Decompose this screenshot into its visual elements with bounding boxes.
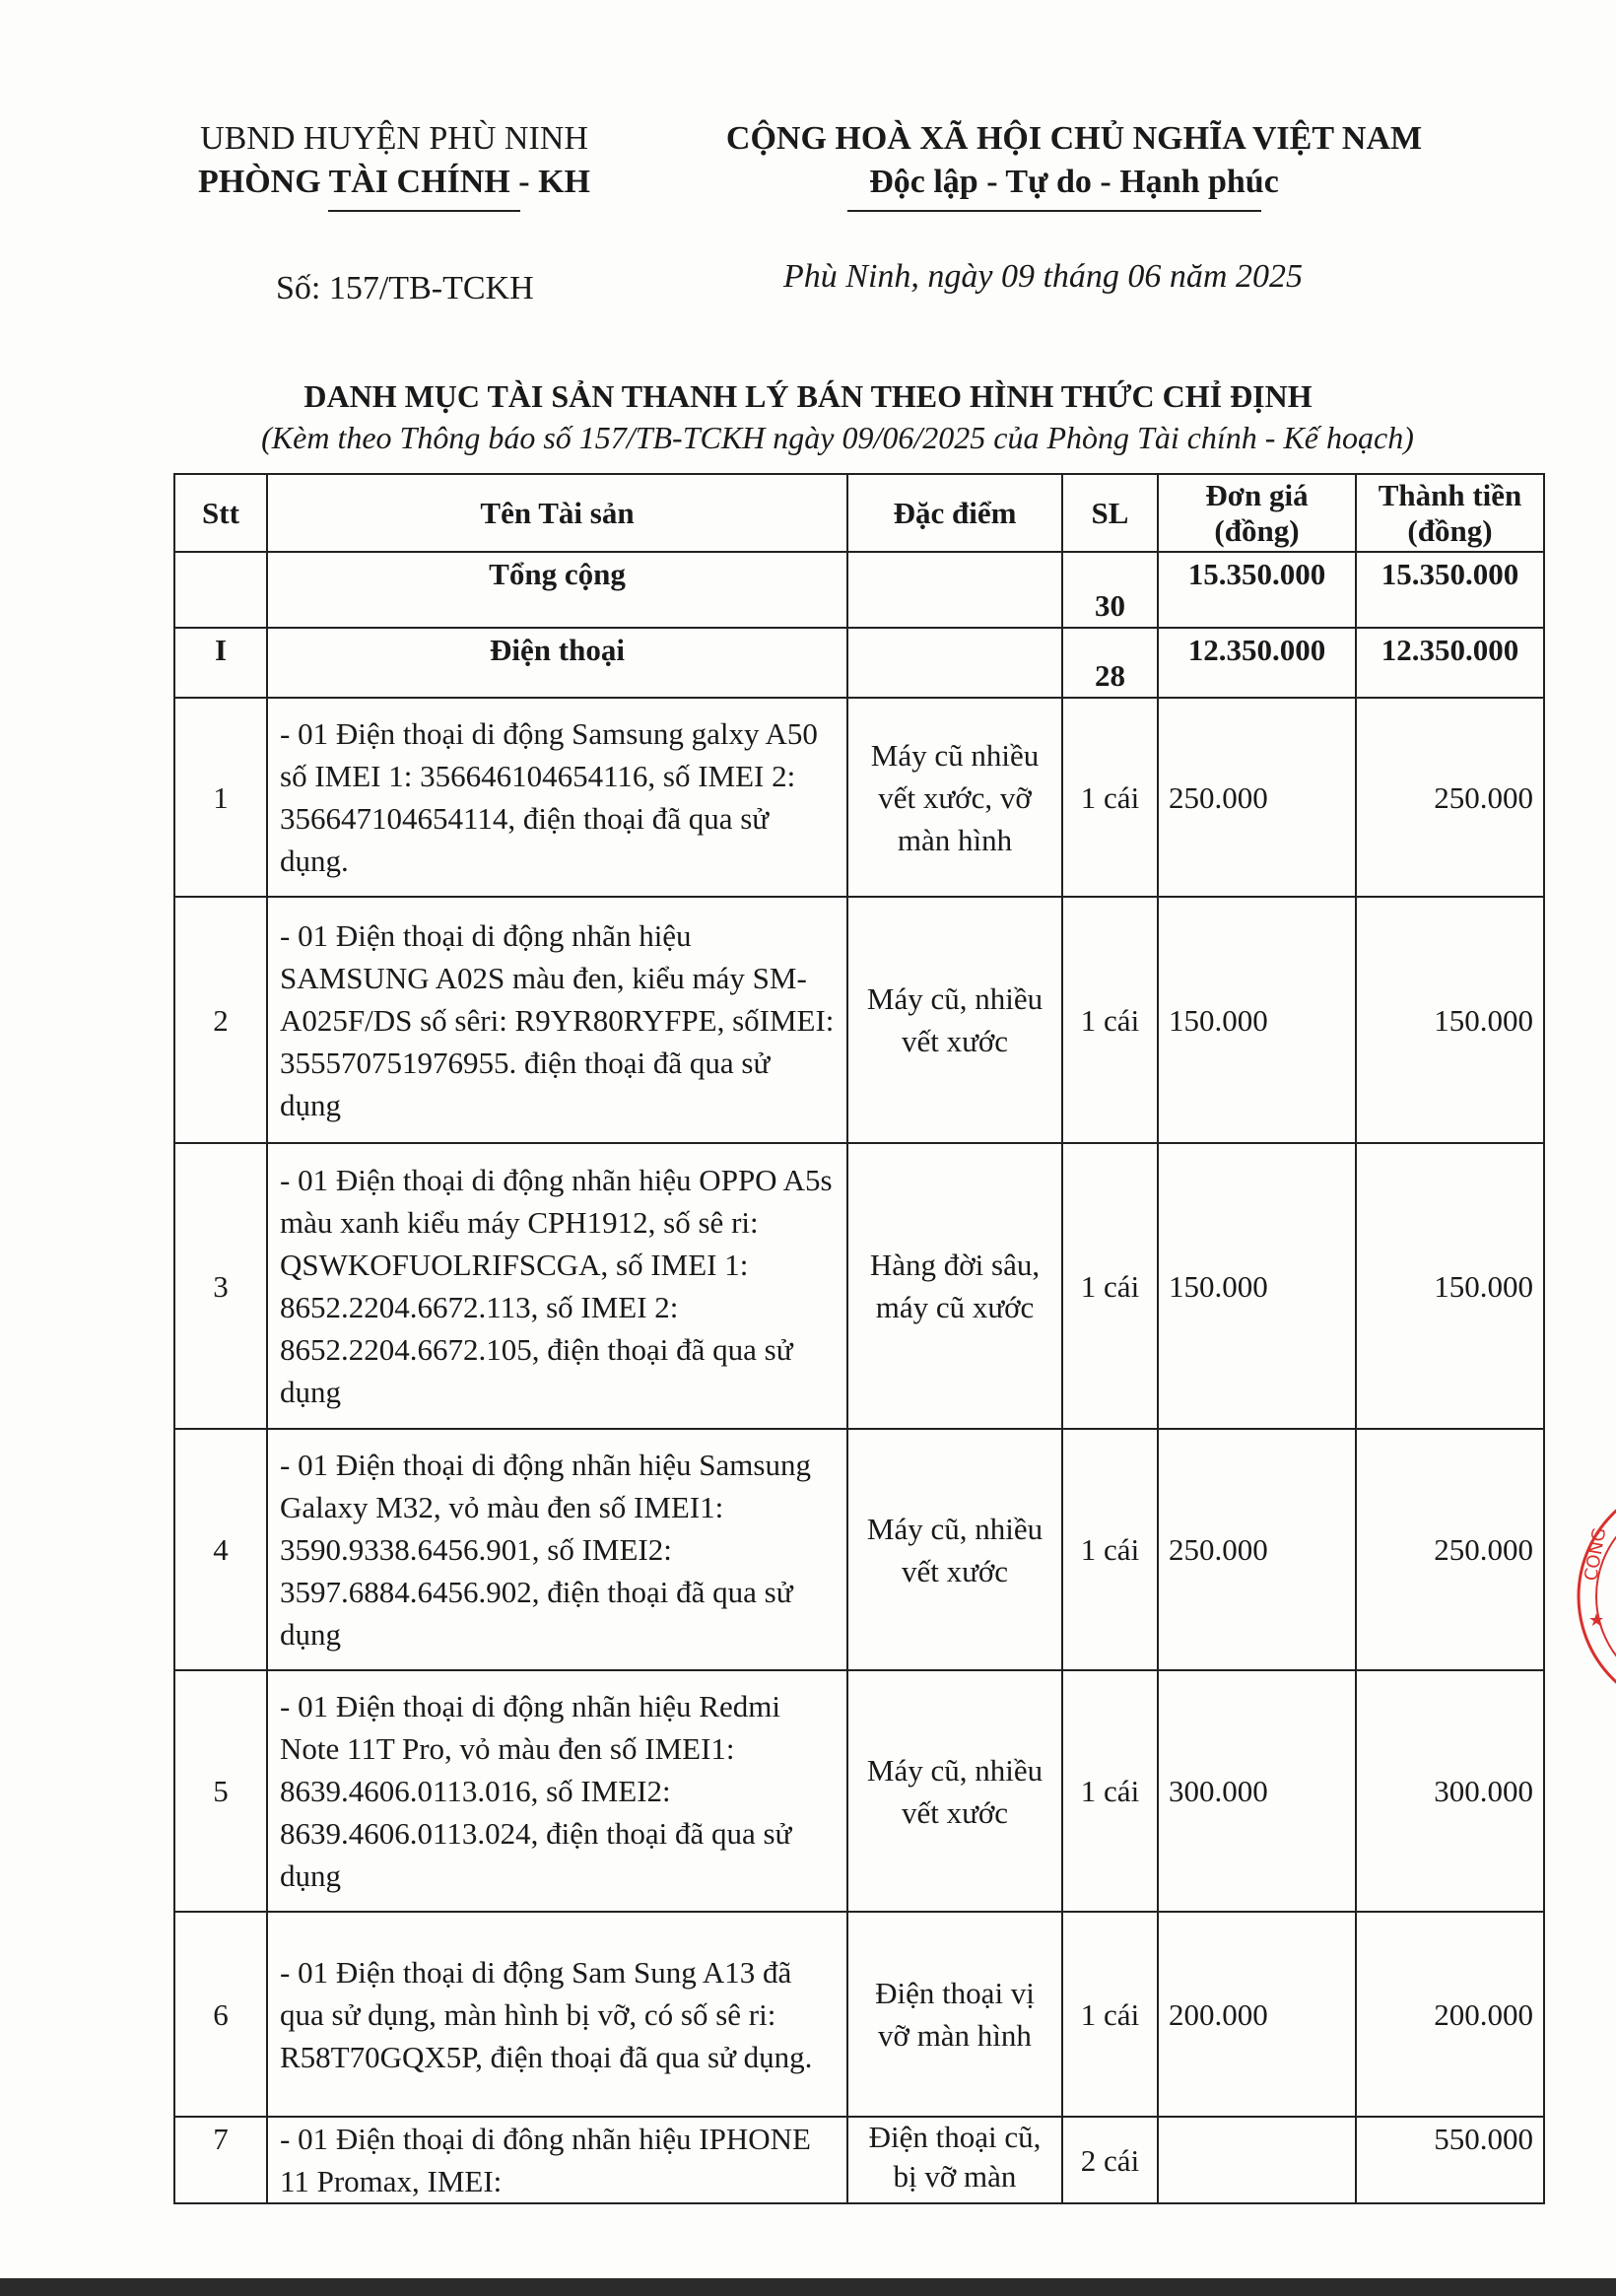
group-label: Điện thoại — [267, 628, 847, 698]
table-header-row — [174, 474, 1544, 552]
document-subtitle: (Kèm theo Thông báo số 157/TB-TCKH ngày 09/06/2025 của Phòng Tài chính - Kế hoạch) — [261, 420, 1414, 455]
row-qty: 2 cái — [1062, 2117, 1158, 2203]
svg-text:CÔNG: CÔNG — [1581, 1525, 1611, 1583]
row-amount: 550.000 — [1356, 2117, 1544, 2203]
department-name: PHÒNG TÀI CHÍNH - KH — [198, 164, 590, 200]
row-amount: 150.000 — [1356, 1143, 1544, 1429]
total-amount: 15.350.000 — [1356, 552, 1544, 628]
group-row — [174, 628, 1544, 698]
row-unit-price: 150.000 — [1158, 897, 1356, 1143]
table-row — [174, 2117, 1544, 2203]
header-name: Tên Tài sản — [267, 474, 847, 552]
row-stt: 6 — [174, 1912, 267, 2117]
row-amount: 300.000 — [1356, 1670, 1544, 1912]
svg-text:★: ★ — [1588, 1610, 1605, 1631]
total-row — [174, 552, 1544, 628]
row-amount: 200.000 — [1356, 1912, 1544, 2117]
total-label: Tổng cộng — [267, 552, 847, 628]
table-row — [174, 1143, 1544, 1429]
row-qty: 1 cái — [1062, 1143, 1158, 1429]
row-feature: Điện thoại cũ, bị vỡ màn — [847, 2117, 1062, 2203]
row-name: - 01 Điện thoại di động nhãn hiệu Redmi Note 11T Pro, vỏ màu đen số IMEI1: 8639.4606.0113.016, số IMEI2: 8639.4606.0113.024, điện thoại đã qua sử dụng — [267, 1670, 847, 1912]
row-unit-price — [1158, 2117, 1356, 2203]
row-unit-price: 250.000 — [1158, 1429, 1356, 1670]
row-stt: 2 — [174, 897, 267, 1143]
row-feature: Máy cũ, nhiều vết xước — [847, 1670, 1062, 1912]
table-row — [174, 1429, 1544, 1670]
row-name: - 01 Điện thoại di động Samsung galxy A50 số IMEI 1: 356646104654116, số IMEI 2: 356647104654114, điện thoại đã qua sử dụng. — [267, 698, 847, 897]
row-qty: 1 cái — [1062, 1912, 1158, 2117]
header-unit-price: Đơn giá (đồng) — [1158, 474, 1356, 552]
row-stt: 4 — [174, 1429, 267, 1670]
row-name: - 01 Điện thoại di đông nhãn hiệu IPHONE 11 Promax, IMEI: — [267, 2117, 847, 2203]
row-stt: 5 — [174, 1670, 267, 1912]
row-name: - 01 Điện thoại di động nhãn hiệu OPPO A5s màu xanh kiểu máy CPH1912, số sê ri: QSWKOFUOLRIFSCGA, số IMEI 1: 8652.2204.6672.113, số IMEI 2: 8652.2204.6672.105, điện thoại đã qua sử dụng — [267, 1143, 847, 1429]
row-name: - 01 Điện thoại di động nhãn hiệu SAMSUNG A02S màu đen, kiểu máy SM-A025F/DS số sêri: R9YR80RYFPE, sốIMEI: 355570751976955. điện thoại đã qua sử dụng — [267, 897, 847, 1143]
agency-name: UBND HUYỆN PHÙ NINH — [200, 120, 588, 157]
group-stt: I — [174, 628, 267, 698]
row-feature: Máy cũ nhiều vết xước, vỡ màn hình — [847, 698, 1062, 897]
row-feature: Hàng đời sâu, máy cũ xước — [847, 1143, 1062, 1429]
header-feature: Đặc điểm — [847, 474, 1062, 552]
row-amount: 250.000 — [1356, 1429, 1544, 1670]
row-amount: 150.000 — [1356, 897, 1544, 1143]
asset-table — [173, 473, 1545, 2204]
row-amount: 250.000 — [1356, 698, 1544, 897]
row-stt: 1 — [174, 698, 267, 897]
table-row — [174, 1912, 1544, 2117]
row-name: - 01 Điện thoại di động nhãn hiệu Samsung Galaxy M32, vỏ màu đen số IMEI1: 3590.9338.6456.901, số IMEI2: 3597.6884.6456.902, điện thoại đã qua sử dụng — [267, 1429, 847, 1670]
group-unit-price: 12.350.000 — [1158, 628, 1356, 698]
row-stt: 3 — [174, 1143, 267, 1429]
row-feature: Máy cũ, nhiều vết xước — [847, 897, 1062, 1143]
motto-underline — [847, 210, 1261, 212]
row-name: - 01 Điện thoại di động Sam Sung A13 đã qua sử dụng, màn hình bị vỡ, có số sê ri: R58T70GQX5P, điện thoại đã qua sử dụng. — [267, 1912, 847, 2117]
group-qty: 28 — [1062, 628, 1158, 698]
row-feature: Điện thoại vị vỡ màn hình — [847, 1912, 1062, 2117]
department-underline — [328, 210, 520, 212]
document-title: DANH MỤC TÀI SẢN THANH LÝ BÁN THEO HÌNH THỨC CHỈ ĐỊNH — [303, 378, 1313, 414]
scan-edge — [0, 2278, 1616, 2296]
header-amount: Thành tiền (đồng) — [1356, 474, 1544, 552]
country-name: CỘNG HOÀ XÃ HỘI CHỦ NGHĨA VIỆT NAM — [725, 120, 1423, 157]
row-qty: 1 cái — [1062, 1670, 1158, 1912]
total-qty: 30 — [1062, 552, 1158, 628]
document-number: Số: 157/TB-TCKH — [276, 270, 534, 306]
row-qty: 1 cái — [1062, 698, 1158, 897]
motto: Độc lập - Tự do - Hạnh phúc — [869, 164, 1279, 200]
official-stamp — [1567, 1478, 1616, 1715]
row-stt: 7 — [174, 2117, 267, 2203]
total-unit-price: 15.350.000 — [1158, 552, 1356, 628]
place-date: Phù Ninh, ngày 09 tháng 06 năm 2025 — [783, 258, 1303, 295]
row-unit-price: 150.000 — [1158, 1143, 1356, 1429]
table-row — [174, 897, 1544, 1143]
row-feature: Máy cũ, nhiều vết xước — [847, 1429, 1062, 1670]
table-row — [174, 1670, 1544, 1912]
table-row — [174, 698, 1544, 897]
row-unit-price: 300.000 — [1158, 1670, 1356, 1912]
row-qty: 1 cái — [1062, 897, 1158, 1143]
row-unit-price: 250.000 — [1158, 698, 1356, 897]
group-amount: 12.350.000 — [1356, 628, 1544, 698]
row-unit-price: 200.000 — [1158, 1912, 1356, 2117]
header-stt: Stt — [174, 474, 267, 552]
header-qty: SL — [1062, 474, 1158, 552]
row-qty: 1 cái — [1062, 1429, 1158, 1670]
